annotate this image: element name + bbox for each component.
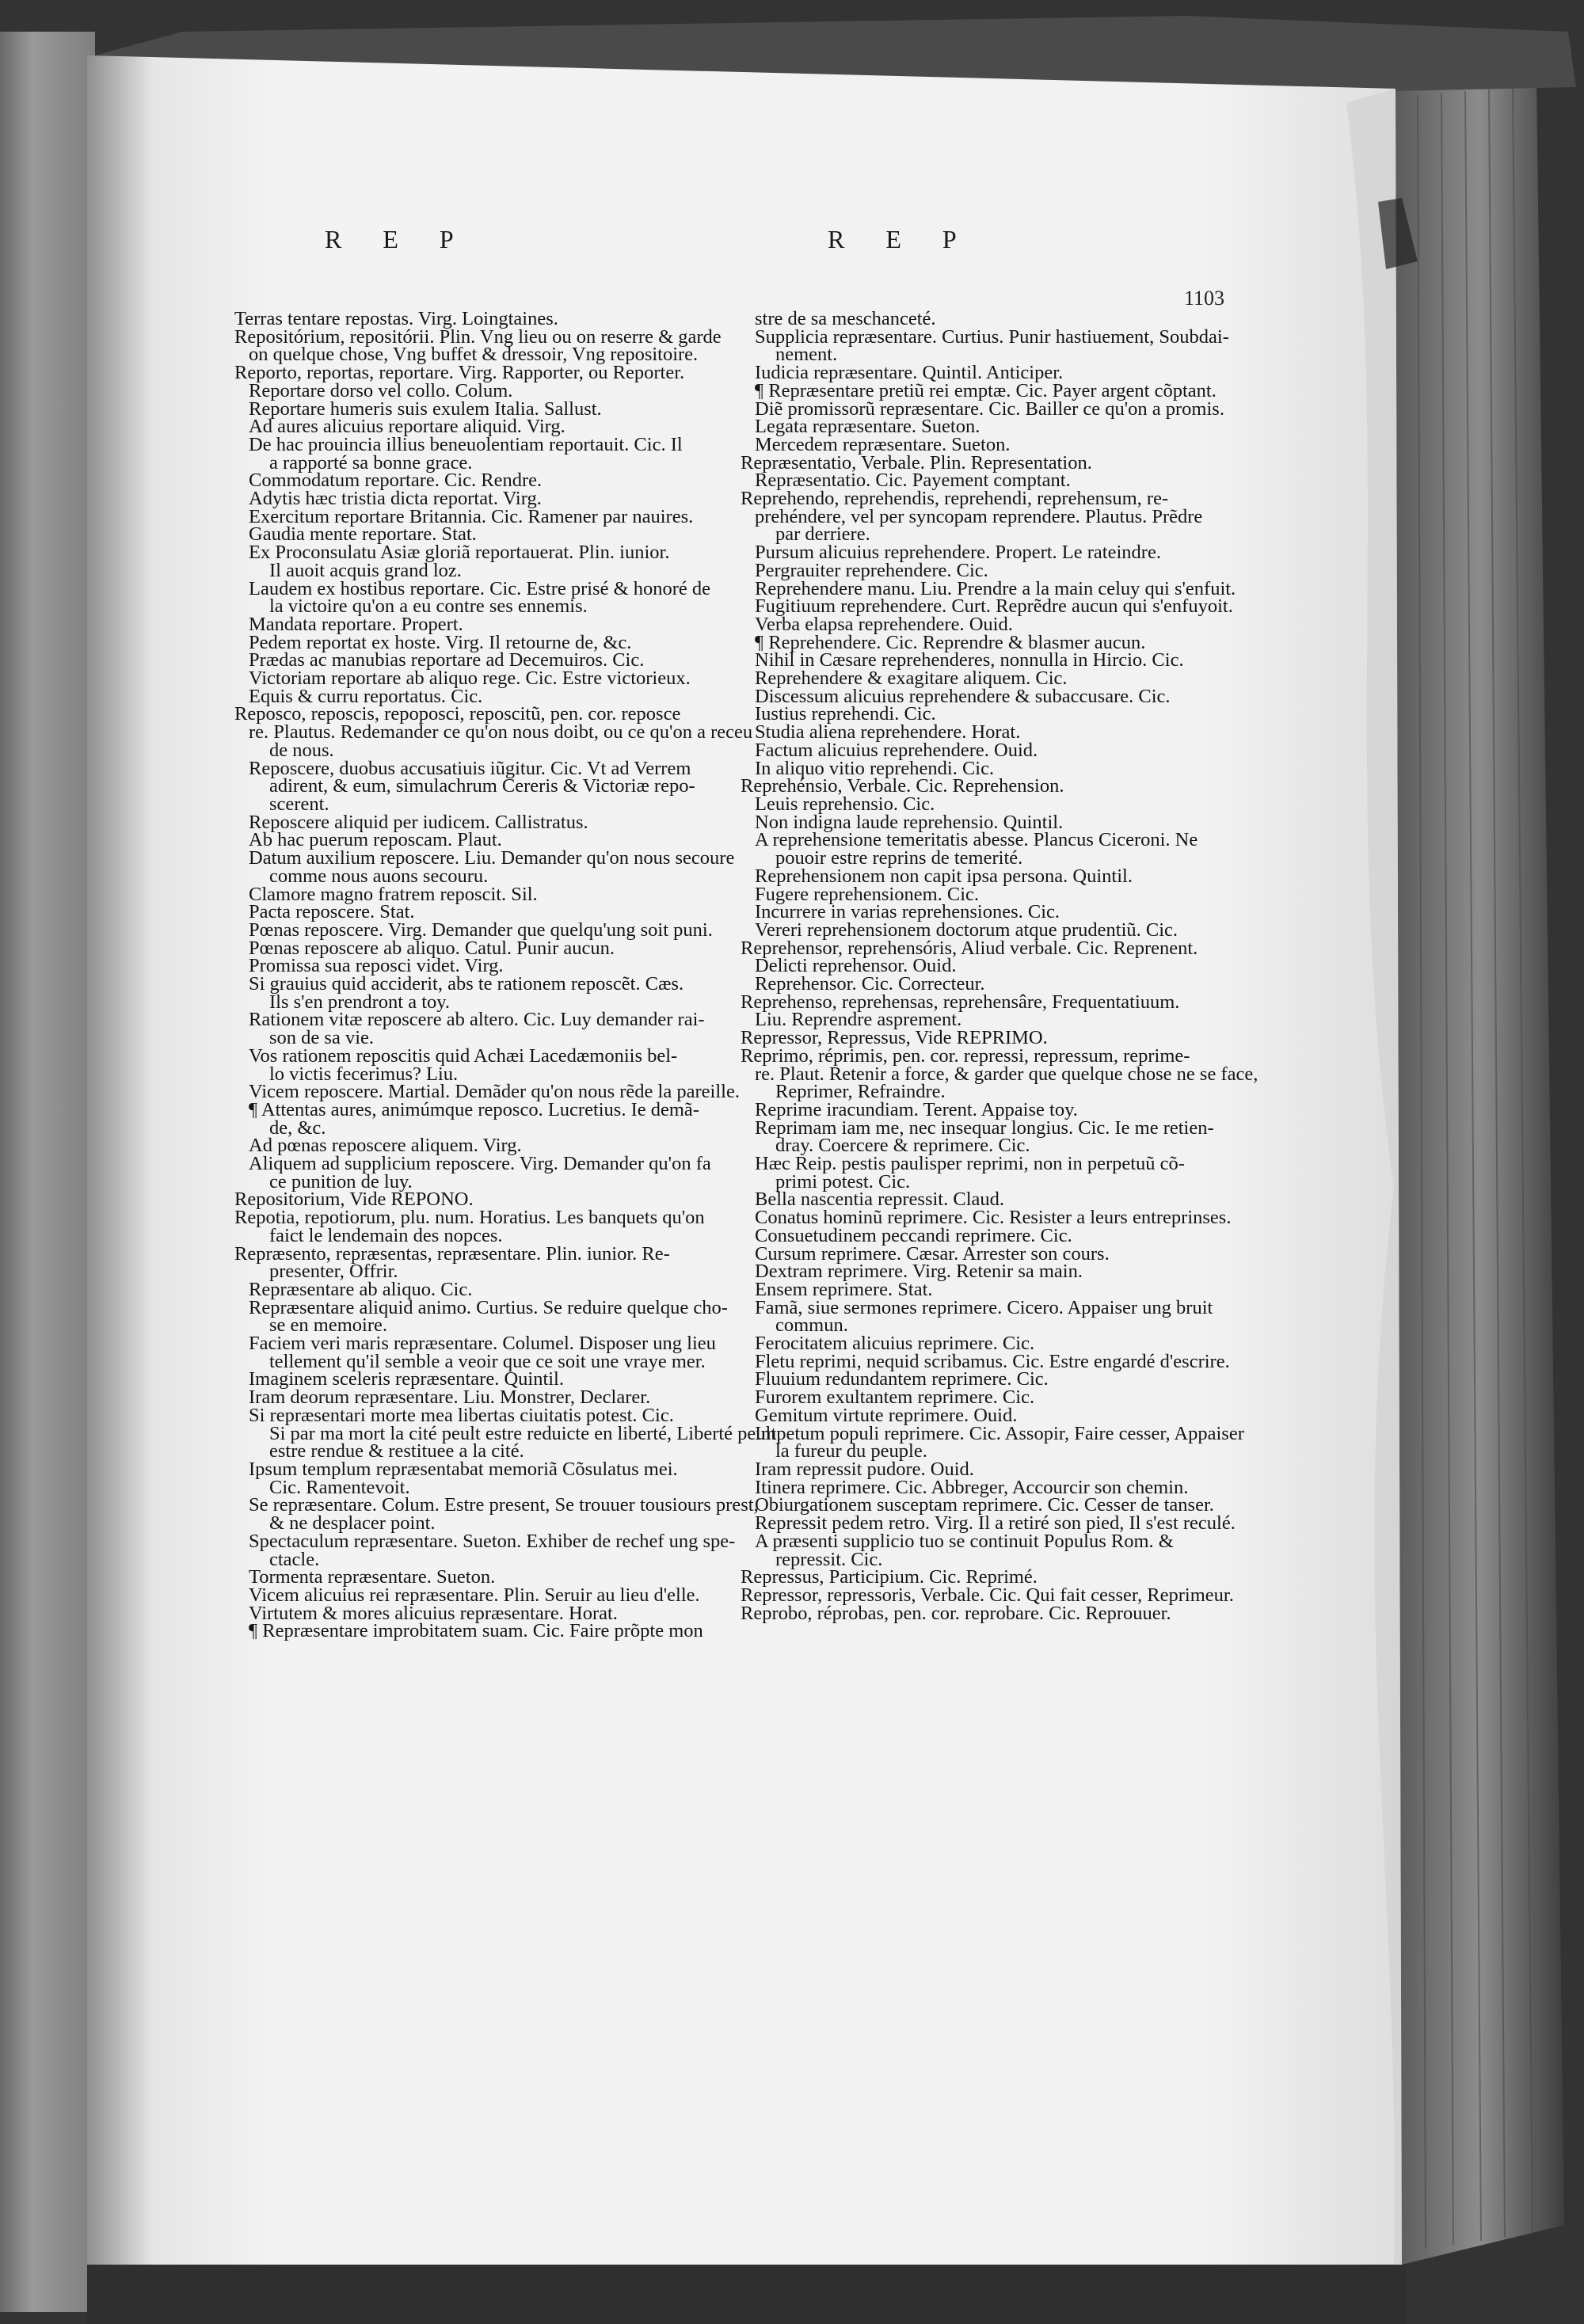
dictionary-line: Studia aliena reprehendere. Horat. [755,721,1021,744]
dictionary-line: Vereri reprehensionem doctorum atque prudentiũ. Cic. [755,919,1178,941]
dictionary-line: on quelque chose, Vng buffet & dressoir, Vng repositoire. [249,344,699,366]
dictionary-line: Itinera reprimere. Cic. Abbreger, Accourcir son chemin. [755,1476,1189,1498]
dictionary-line: Mandata reportare. Propert. [249,613,463,635]
dictionary-line: Hæc Reip. pestis paulisper reprimi, non in perpetuũ cõ- [755,1153,1185,1175]
dictionary-line: Ipsum templum repræsentabat memoriã Cõsulatus mei. [249,1459,678,1480]
dictionary-line: stre de sa meschanceté. [755,308,936,329]
dictionary-line: Promissa sua reposci videt. Virg. [249,955,504,977]
dictionary-line: Mercedem repræsentare. Sueton. [755,433,1011,455]
dictionary-line: Datum auxilium reposcere. Liu. Demander qu'on nous secoure [249,847,735,869]
dictionary-line: comme nous auons secouru. [269,865,489,887]
dictionary-line: Fletu reprimi, nequid scribamus. Cic. Estre engardé d'escrire. [755,1350,1230,1372]
dictionary-line: Reprimam iam me, nec insequar longius. Cic. Ie me retien- [755,1116,1214,1139]
dictionary-line: Consuetudinem peccandi reprimere. Cic. [755,1224,1072,1246]
dictionary-line: Si grauius quid acciderit, abs te rationem reposcẽt. Cæs. [249,973,684,995]
dictionary-line: Ferocitatem alicuius reprimere. Cic. [755,1333,1035,1355]
dictionary-line: Reprehendere & exagitare aliquem. Cic. [755,668,1068,690]
dictionary-line: presenter, Offrir. [269,1261,398,1283]
dictionary-line: ¶ Reprehendere. Cic. Reprendre & blasmer aucun. [755,631,1146,653]
dictionary-line: Reportare dorso vel collo. Colum. [249,379,513,401]
dictionary-line: Equis & curru reportatus. Cic. [249,685,483,707]
dictionary-line: se en memoire. [269,1314,387,1337]
dictionary-line: la victoire qu'on a eu contre ses ennemis. [269,595,588,618]
dictionary-line: Vicem reposcere. Martial. Demãder qu'on nous rẽde la pareille. [249,1081,740,1103]
dictionary-line: Delicti reprehensor. Ouid. [755,955,957,977]
dictionary-line: lo victis fecerimus? Liu. [269,1063,459,1085]
dictionary-line: Repressit pedem retro. Virg. Il a retiré son pied, Il s'est reculé. [755,1512,1236,1535]
dictionary-line: Tormenta repræsentare. Sueton. [249,1566,496,1588]
dictionary-line: faict le lendemain des nopces. [269,1224,503,1246]
dictionary-line: Commodatum reportare. Cic. Rendre. [249,470,543,492]
dictionary-line: Spectaculum repræsentare. Sueton. Exhiber de rechef ung spe- [249,1530,736,1552]
dictionary-line: Dextram reprimere. Virg. Retenir sa main. [755,1261,1083,1283]
dictionary-line: Verba elapsa reprehendere. Ouid. [755,613,1013,635]
dictionary-line: Laudem ex hostibus reportare. Cic. Estre prisé & honoré de [249,577,711,599]
dictionary-page [87,49,1394,2258]
dictionary-line: de nous. [269,739,334,761]
dictionary-line: Repotia, repotiorum, plu. num. Horatius. Les banquets qu'on [234,1207,705,1229]
dictionary-line: Incurrere in varias reprehensiones. Cic. [755,901,1060,923]
dictionary-line: Famã, siue sermones reprimere. Cicero. Appaiser ung bruit [755,1296,1213,1318]
dictionary-line: Repræsentatio, Verbale. Plin. Representation. [741,451,1092,474]
dictionary-line: Obiurgationem susceptam reprimere. Cic. Cesser de tanser. [755,1494,1214,1516]
dictionary-line: primi potest. Cic. [775,1170,911,1192]
dictionary-line: Pacta reposcere. Stat. [249,901,415,923]
dictionary-line: A reprehensione temeritatis abesse. Plancus Ciceroni. Ne [755,829,1198,851]
dictionary-line: Victoriam reportare ab aliquo rege. Cic. Estre victorieux. [249,668,691,690]
dictionary-line: repressit. Cic. [775,1548,883,1570]
dictionary-line: Virtutem & mores alicuius repræsentare. Horat. [249,1602,618,1624]
dictionary-line: Se repræsentare. Colum. Estre present, Se trouuer tousiours prest, [249,1494,759,1516]
dictionary-line: Iram repressit pudore. Ouid. [755,1459,974,1480]
dictionary-line: Furorem exultantem reprimere. Cic. [755,1386,1035,1409]
dictionary-line: In aliquo vitio reprehendi. Cic. [755,757,995,779]
dictionary-line: Repressor, Repressus, Vide REPRIMO. [741,1027,1048,1049]
dictionary-line: Ad aures alicuius reportare aliquid. Virg. [249,416,565,438]
dictionary-line: Cic. Ramentevoit. [269,1476,410,1498]
dictionary-line: Liu. Reprendre asprement. [755,1009,962,1031]
dictionary-line: Fugere reprehensionem. Cic. [755,883,980,905]
dictionary-line: Discessum alicuius reprehendere & subaccusare. Cic. [755,685,1171,707]
dictionary-line: commun. [775,1314,848,1337]
dictionary-line: Si repræsentari morte mea libertas ciuitatis potest. Cic. [249,1404,674,1426]
dictionary-line: Repræsentare ab aliquo. Cic. [249,1278,473,1300]
page-number: 1103 [1184,287,1225,310]
dictionary-line: son de sa vie. [269,1027,374,1049]
running-head-right: R E P [828,225,974,253]
dictionary-line: Legata repræsentare. Sueton. [755,416,980,438]
dictionary-line: Rationem vitæ reposcere ab altero. Cic. Luy demander rai- [249,1009,705,1031]
dictionary-line: Supplicia repræsentare. Curtius. Punir hastiuement, Soubdai- [755,325,1229,348]
dictionary-line: Impetum populi reprimere. Cic. Assopir, Faire cesser, Appaiser [755,1422,1244,1444]
dictionary-line: Repræsento, repræsentas, repræsentare. Plin. iunior. Re- [234,1242,670,1265]
dictionary-line: Ex Proconsulatu Asiæ gloriã reportauerat. Plin. iunior. [249,542,670,564]
dictionary-line: Iustius reprehendi. Cic. [755,703,936,725]
dictionary-line: Exercitum reportare Britannia. Cic. Ramener par nauires. [249,505,694,527]
dictionary-line: par derriere. [775,523,870,546]
dictionary-line: ctacle. [269,1548,320,1570]
dictionary-line: Repræsentare aliquid animo. Curtius. Se reduire quelque cho- [249,1296,728,1318]
dictionary-line: & ne desplacer point. [269,1512,436,1535]
dictionary-line: Reprehensionem non capit ipsa persona. Quintil. [755,865,1133,887]
right-column [741,308,1258,1624]
dictionary-line: tellement qu'il semble a veoir que ce soit une vraye mer. [269,1350,706,1372]
dictionary-line: Clamore magno fratrem reposcit. Sil. [249,883,538,905]
dictionary-line: Reprime iracundiam. Terent. Appaise toy. [755,1098,1078,1120]
dictionary-line: Reprehendo, reprehendis, reprehendi, reprehensum, re- [741,488,1169,510]
dictionary-line: Pœnas reposcere. Virg. Demander que quelqu'ung soit puni. [249,919,713,941]
dictionary-line: Gemitum virtute reprimere. Ouid. [755,1404,1018,1426]
dictionary-line: Iudicia repræsentare. Quintil. Anticiper. [755,362,1064,384]
dictionary-line: Reposco, reposcis, repoposci, reposcitũ, pen. cor. reposce [234,703,681,725]
dictionary-line: Pergrauiter reprehendere. Cic. [755,559,988,581]
dictionary-line: Repressus, Participium. Cic. Reprimé. [741,1566,1038,1588]
dictionary-line: Vicem alicuius rei repræsentare. Plin. Seruir au lieu d'elle. [249,1584,700,1606]
dictionary-line: Il auoit acquis grand loz. [269,559,462,581]
dictionary-line: Iram deorum repræsentare. Liu. Monstrer, Declarer. [249,1386,651,1409]
dictionary-line: nement. [775,344,838,366]
dictionary-line: Ils s'en prendront a toy. [269,991,451,1013]
dictionary-line: Reprehensor, reprehensóris, Aliud verbale. Cic. Reprenent. [741,937,1198,959]
dictionary-line: De hac prouincia illius beneuolentiam reportauit. Cic. Il [249,433,683,455]
dictionary-line: Imaginem sceleris repræsentare. Quintil. [249,1368,564,1390]
dictionary-line: Reprehenso, reprehensas, reprehensâre, Frequentatiuum. [741,991,1180,1013]
dictionary-line: Pœnas reposcere ab aliquo. Catul. Punir aucun. [249,937,615,959]
dictionary-line: Pedem reportat ex hoste. Virg. Il retourne de, &c. [249,631,632,653]
dictionary-line: prehéndere, vel per syncopam reprendere. Plautus. Prẽdre [755,505,1203,527]
dictionary-line: de, &c. [269,1116,326,1139]
dictionary-line: Cursum reprimere. Cæsar. Arrester son cours. [755,1242,1110,1265]
dictionary-line: a rapporté sa bonne grace. [269,451,473,474]
dictionary-line: scerent. [269,793,329,815]
dictionary-line: Reprimo, réprimis, pen. cor. repressi, repressum, reprime- [741,1044,1190,1067]
facing-page-edge [0,32,95,2312]
dictionary-line: Repræsentatio. Cic. Payement comptant. [755,470,1071,492]
dictionary-line: ¶ Repræsentare pretiũ rei emptæ. Cic. Payer argent cõptant. [755,379,1217,401]
left-column [234,308,777,1642]
dictionary-line: Pursum alicuius reprehendere. Propert. Le rateindre. [755,542,1161,564]
dictionary-line: ¶ Attentas aures, animúmque reposco. Lucretius. Ie demã- [249,1098,699,1120]
dictionary-line: ¶ Repræsentare improbitatem suam. Cic. Faire prõpte mon [249,1620,703,1642]
dictionary-line: re. Plaut. Retenir a force, & garder que quelque chose ne se face, [755,1063,1258,1085]
dictionary-line: Reprobo, réprobas, pen. cor. reprobare. Cic. Reprouuer. [741,1602,1171,1624]
dictionary-line: Leuis reprehensio. Cic. [755,793,935,815]
dictionary-line: Reportare humeris suis exulem Italia. Sallust. [249,397,602,420]
dictionary-line: Nihil in Cæsare reprehenderes, nonnulla in Hircio. Cic. [755,649,1184,671]
dictionary-line: Factum alicuius reprehendere. Ouid. [755,739,1038,761]
dictionary-line: la fureur du peuple. [775,1440,927,1462]
dictionary-line: Diẽ promissorũ repræsentare. Cic. Bailler ce qu'on a promis. [755,397,1224,420]
dictionary-line: Non indigna laude reprehensio. Quintil. [755,811,1064,833]
dictionary-line: Reporto, reportas, reportare. Virg. Rapporter, ou Reporter. [234,362,685,384]
dictionary-line: Conatus hominũ reprimere. Cic. Resister a leurs entreprinses. [755,1207,1232,1229]
dictionary-line: Prædas ac manubias reportare ad Decemuiros. Cic. [249,649,645,671]
dictionary-line: Reposcere aliquid per iudicem. Callistratus. [249,811,588,833]
dictionary-line: Si par ma mort la cité peult estre reduicte en liberté, Liberté peult [269,1422,777,1444]
dictionary-line: Ab hac puerum reposcam. Plaut. [249,829,502,851]
dictionary-line: Bella nascentia repressit. Claud. [755,1189,1004,1211]
dictionary-line: Reprehensor. Cic. Correcteur. [755,973,985,995]
dictionary-line: Reprehénsio, Verbale. Cic. Reprehension. [741,775,1064,797]
dictionary-line: Gaudia mente reportare. Stat. [249,523,477,546]
dictionary-line: pouoir estre reprins de temerité. [775,847,1023,869]
dictionary-line: Aliquem ad supplicium reposcere. Virg. Demander qu'on fa [249,1153,711,1175]
dictionary-line: A præsenti supplicio tuo se continuit Populus Rom. & [755,1530,1174,1552]
dictionary-line: re. Plautus. Redemander ce qu'on nous doibt, ou ce qu'on a receu [249,721,753,744]
dictionary-line: Repositorium, Vide REPONO. [234,1189,474,1211]
dictionary-line: Vos rationem reposcitis quid Achæi Lacedæmoniis bel- [249,1044,678,1067]
dictionary-line: Faciem veri maris repræsentare. Columel. Disposer ung lieu [249,1333,716,1355]
dictionary-line: ce punition de luy. [269,1170,413,1192]
dictionary-line: dray. Coercere & reprimere. Cic. [775,1135,1030,1157]
dictionary-line: Repositórium, repositórii. Plin. Vng lieu ou on reserre & garde [234,325,722,348]
dictionary-line: adirent, & eum, simulachrum Cereris & Victoriæ repo- [269,775,695,797]
dictionary-line: Ensem reprimere. Stat. [755,1278,933,1300]
dictionary-line: Repressor, repressoris, Verbale. Cic. Qui fait cesser, Reprimeur. [741,1584,1234,1606]
dictionary-line: Ad pœnas reposcere aliquem. Virg. [249,1135,522,1157]
dictionary-line: Terras tentare repostas. Virg. Loingtaines. [234,308,558,329]
dictionary-line: Adytis hæc tristia dicta reportat. Virg. [249,488,542,510]
dictionary-line: Fluuium redundantem reprimere. Cic. [755,1368,1049,1390]
dictionary-line: Fugitiuum reprehendere. Curt. Reprẽdre aucun qui s'enfuyoit. [755,595,1233,618]
dictionary-line: Reprehendere manu. Liu. Prendre a la main celuy qui s'enfuit. [755,577,1236,599]
dictionary-line: estre rendue & restituee a la cité. [269,1440,524,1462]
dictionary-line: Reposcere, duobus accusatiuis iũgitur. Cic. Vt ad Verrem [249,757,691,779]
running-head-left: R E P [325,225,471,253]
dictionary-line: Reprimer, Refraindre. [775,1081,946,1103]
